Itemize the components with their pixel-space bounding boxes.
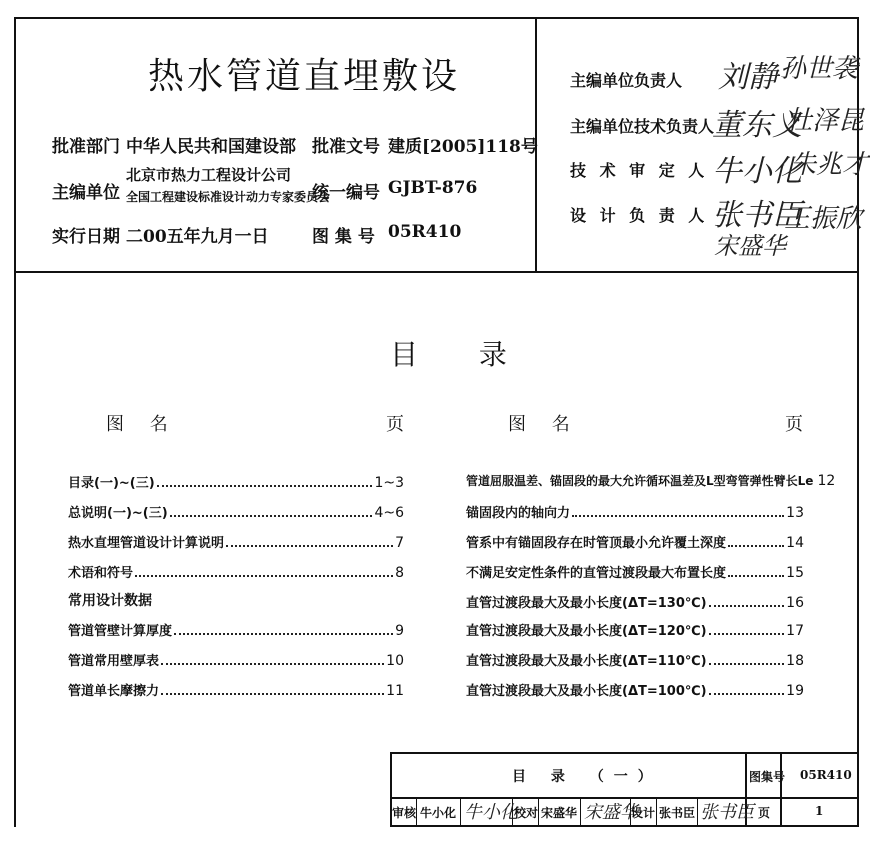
toc-entry[interactable]: [466, 472, 836, 492]
approval-dept-label: 批准部门: [52, 137, 120, 157]
left-col-page-header: 页: [386, 414, 404, 435]
signature-niu: 牛小化: [712, 154, 802, 189]
editor-unit-line2: 全国工程建设标准设计动力专家委员会: [126, 190, 331, 204]
toc-entry[interactable]: [466, 592, 804, 612]
signature-liu: 刘静: [718, 60, 778, 95]
leader-dots: [728, 545, 784, 547]
tb-v8: [697, 797, 698, 827]
right-col-name-header: 图 名: [508, 414, 580, 435]
role-chief-tech: 主编单位技术负责人: [570, 117, 715, 136]
toc-entry[interactable]: [68, 620, 404, 640]
toc-entry[interactable]: [466, 650, 804, 670]
toc-entry-name: 管道屈服温差、锚固段的最大允许循环温差及L型弯管弹性臂长Le: [466, 474, 814, 488]
atlas-no-label: 图 集 号: [312, 227, 375, 247]
leader-dots: [572, 515, 784, 517]
signature-sun: 孙世袭: [780, 54, 859, 84]
page-title: 热水管道直埋敷设: [148, 56, 461, 97]
toc-entry-name: 直管过渡段最大及最小长度(ΔT=110℃): [466, 654, 707, 669]
toc-entry-name: 总说明(一)~(三): [68, 506, 168, 521]
toc-entry[interactable]: [466, 620, 804, 640]
toc-entry-page: 11: [386, 683, 404, 699]
toc-entry[interactable]: [68, 532, 404, 552]
toc-entry-name: 目录(一)~(三): [68, 476, 155, 491]
leader-dots: [709, 605, 785, 607]
toc-title: 目 录: [390, 338, 533, 371]
toc-entry-name: 管道常用壁厚表: [68, 654, 160, 669]
signature-zhang: 张书臣: [712, 198, 802, 233]
tb-design-name: 张书臣: [659, 806, 696, 820]
toc-entry-name: 管道单长摩擦力: [68, 684, 160, 699]
leader-dots: [709, 693, 785, 695]
leader-dots: [709, 633, 785, 635]
tb-design-label: 设计: [631, 806, 656, 820]
leader-dots: [161, 663, 384, 665]
toc-entry-page: 4~6: [374, 505, 404, 521]
tb-v-atlasval: [780, 752, 782, 827]
leader-dots: [174, 633, 393, 635]
tb-v5: [580, 797, 581, 827]
toc-entry[interactable]: [466, 680, 804, 700]
tb-atlas-label: 图集号: [749, 770, 786, 784]
tb-check-label: 校对: [514, 806, 539, 820]
toc-entry-page: 7: [395, 535, 404, 551]
toc-entry-name: 不满足安定性条件的直管过渡段最大布置长度: [466, 566, 727, 581]
left-border: [14, 17, 16, 827]
toc-entry-page: 18: [786, 653, 804, 669]
leader-dots: [709, 663, 785, 665]
toc-entry-page: 15: [786, 565, 804, 581]
role-chief-unit: 主编单位负责人: [570, 71, 683, 90]
toc-entry[interactable]: [68, 502, 404, 522]
tb-design-signature: 张书臣: [700, 802, 754, 823]
role-design-lead: 设 计 负 责 人: [570, 206, 709, 225]
tb-v2: [460, 797, 461, 827]
unified-no-label: 统一编号: [312, 183, 380, 203]
signature-du: 杜泽昆: [786, 106, 865, 136]
effective-date-label: 实行日期: [52, 227, 120, 247]
toc-entry-page: 8: [395, 565, 404, 581]
unified-no-value: GJBT-876: [388, 178, 478, 198]
toc-entry-page: 10: [386, 653, 404, 669]
leader-dots: [135, 575, 393, 577]
tb-check-signature: 宋盛华: [584, 802, 638, 823]
toc-entry-name: 热水直埋管道设计计算说明: [68, 536, 225, 551]
tb-v1: [416, 797, 417, 827]
leader-dots: [728, 575, 784, 577]
toc-entry-name: 直管过渡段最大及最小长度(ΔT=100℃): [466, 684, 707, 699]
toc-entry-page: 12: [817, 473, 836, 489]
tb-review-name: 牛小化: [420, 806, 457, 820]
tb-v7: [656, 797, 657, 827]
toc-entry-name: 术语和符号: [68, 566, 134, 581]
right-col-page-header: 页: [785, 414, 803, 435]
toc-entry[interactable]: [466, 502, 804, 522]
toc-entry-name: 管系中有锚固段存在时管顶最小允许覆土深度: [466, 536, 727, 551]
approval-doc-label: 批准文号: [312, 137, 380, 157]
editor-unit-line1: 北京市热力工程设计公司: [126, 166, 292, 184]
right-border: [857, 17, 859, 827]
signature-dong: 董东义: [712, 108, 802, 143]
toc-entry[interactable]: [466, 532, 804, 552]
toc-entry-name: 直管过渡段最大及最小长度(ΔT=120℃): [466, 624, 707, 639]
leader-dots: [226, 545, 393, 547]
signature-wang: 王振欣: [784, 204, 863, 234]
editor-unit-label: 主编单位: [52, 183, 120, 203]
tb-review-signature: 牛小化: [464, 802, 518, 823]
signature-zhu: 朱兆才: [790, 150, 869, 180]
atlas-no-value: 05R410: [388, 222, 462, 242]
tb-page-value: 1: [815, 804, 824, 818]
leader-dots: [157, 485, 373, 487]
approval-dept-value: 中华人民共和国建设部: [126, 137, 296, 157]
leader-dots: [170, 515, 373, 517]
toc-section-label: 常用设计数据: [68, 593, 152, 609]
toc-entry-page: 16: [786, 595, 804, 611]
tb-top: [390, 752, 859, 754]
tb-review-label: 审核: [392, 806, 417, 820]
toc-entry-page: 17: [786, 623, 804, 639]
toc-entry-page: 19: [786, 683, 804, 699]
leader-dots: [161, 693, 384, 695]
toc-entry-page: 1~3: [374, 475, 404, 491]
toc-entry-name: 直管过渡段最大及最小长度(ΔT=130℃): [466, 596, 707, 611]
toc-entry-name: 管道管壁计算厚度: [68, 624, 173, 639]
header-divider: [14, 271, 859, 273]
top-border: [14, 17, 859, 19]
tb-atlas-value: 05R410: [800, 768, 852, 782]
toc-entry[interactable]: [466, 562, 804, 582]
tb-drawing-title: 目 录 （一）: [512, 769, 662, 785]
toc-entry[interactable]: [68, 562, 404, 582]
toc-entry-name: 锚固段内的轴向力: [466, 506, 571, 521]
approval-doc-value: 建质[2005]118号: [388, 137, 538, 157]
toc-entry-page: 14: [786, 535, 804, 551]
toc-entry[interactable]: [68, 680, 404, 700]
toc-entry[interactable]: [68, 650, 404, 670]
tb-check-name: 宋盛华: [541, 806, 578, 820]
effective-date-value: 二00五年九月一日: [126, 227, 269, 247]
toc-entry-page: 9: [395, 623, 404, 639]
left-col-name-header: 图 名: [106, 414, 178, 435]
role-tech-review: 技 术 审 定 人: [570, 161, 709, 180]
toc-entry[interactable]: [68, 472, 404, 492]
tb-v4: [538, 797, 539, 827]
toc-entry-page: 13: [786, 505, 804, 521]
signature-song: 宋盛华: [714, 232, 786, 260]
tb-page-label: 页: [758, 806, 771, 820]
